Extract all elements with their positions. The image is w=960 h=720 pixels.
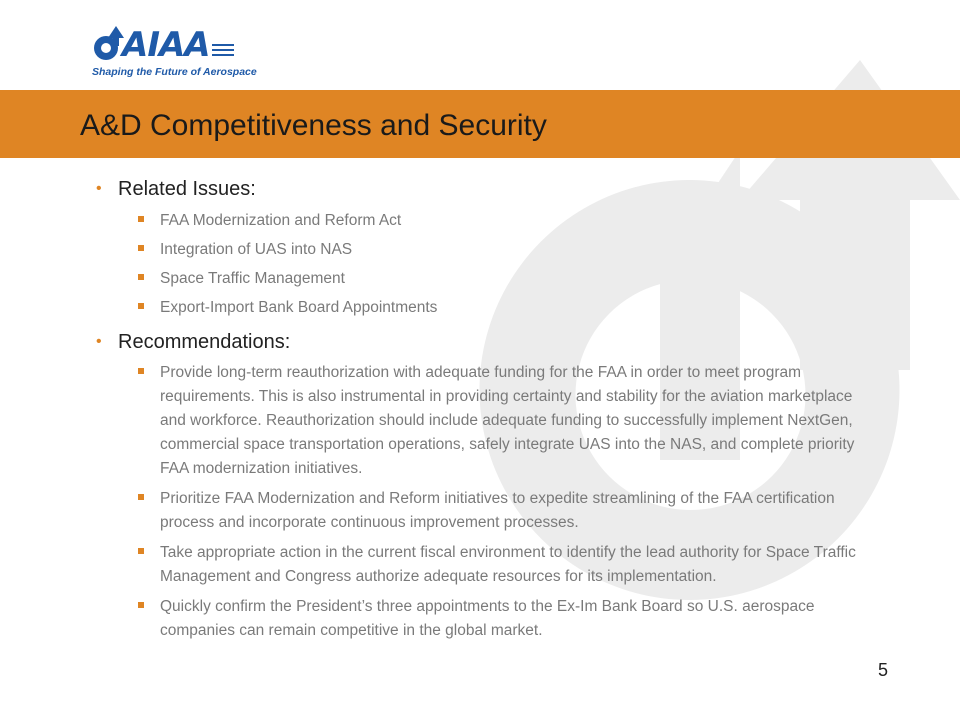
square-bullet-icon — [138, 494, 144, 500]
section-heading: Related Issues: — [118, 178, 256, 200]
logo-speed-stripes-icon — [212, 44, 234, 56]
related-issues-list — [96, 209, 896, 320]
bullet-dot-icon: • — [96, 180, 102, 197]
section-related-issues — [96, 174, 896, 320]
list-item — [96, 541, 896, 589]
square-bullet-icon — [138, 548, 144, 554]
section-recommendations — [96, 327, 896, 643]
square-bullet-icon — [138, 602, 144, 608]
list-item-text: FAA Modernization and Reform Act — [160, 212, 402, 229]
aiaa-logo — [88, 24, 257, 82]
list-item-text: Integration of UAS into NAS — [160, 241, 353, 258]
square-bullet-icon — [138, 274, 144, 280]
list-item-text: Space Traffic Management — [160, 270, 345, 287]
list-item — [96, 296, 896, 320]
list-item — [96, 595, 896, 643]
square-bullet-icon — [138, 245, 144, 251]
bullet-dot-icon: • — [96, 333, 102, 350]
square-bullet-icon — [138, 216, 144, 222]
list-item-text: Take appropriate action in the current fiscal environment to identify the lead authority for Space Traffic Management and Congress authorize adequate resources for its implementation. — [160, 544, 856, 585]
list-item-text: Quickly confirm the President’s three appointments to the Ex-Im Bank Board so U.S. aerospace companies can remain competitive in the global market. — [160, 598, 815, 639]
recommendations-list — [96, 361, 896, 643]
list-item — [96, 238, 896, 262]
list-item-text: Prioritize FAA Modernization and Reform initiatives to expedite streamlining of the FAA certification process and incorporate continuous improvement processes. — [160, 490, 835, 531]
square-bullet-icon — [138, 303, 144, 309]
bullet-related-issues — [96, 174, 896, 204]
section-heading: Recommendations: — [118, 331, 291, 353]
list-item-text: Export-Import Bank Board Appointments — [160, 299, 438, 316]
list-item — [96, 487, 896, 535]
square-bullet-icon — [138, 368, 144, 374]
bullet-recommendations — [96, 327, 896, 357]
logo-tagline: Shaping the Future of Aerospace — [92, 66, 257, 78]
list-item — [96, 267, 896, 291]
list-item — [96, 361, 896, 481]
page-number: 5 — [877, 660, 888, 680]
slide-content — [96, 174, 896, 649]
slide-title: A&D Competitiveness and Security — [80, 109, 547, 142]
list-item — [96, 209, 896, 233]
logo-wordmark: AIAA — [122, 25, 210, 65]
list-item-text: Provide long-term reauthorization with adequate funding for the FAA in order to meet program requirements. This is also instrumental in providing certainty and stability for the aviation marketplace and workforce. Reauthorization should include adequate funding to successfully implement NextGen, commercial space transportation operations, safely integrate UAS into the NAS, and complete priority FAA modernization initiatives. — [160, 364, 855, 477]
